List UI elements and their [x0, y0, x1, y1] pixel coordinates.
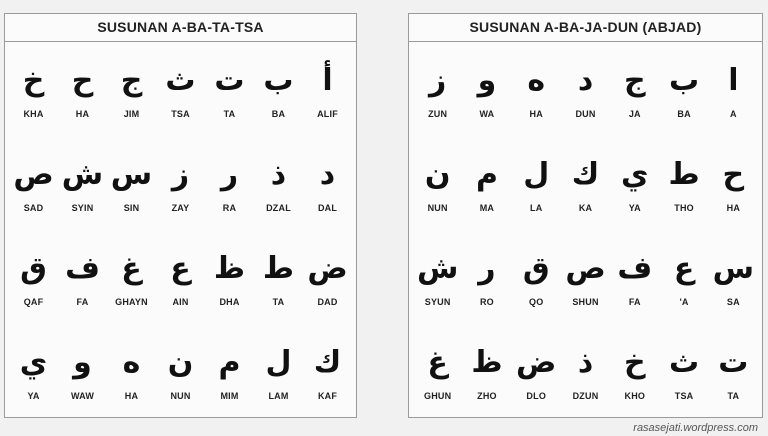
letter-cell — [9, 136, 58, 230]
letter-name: SIN — [123, 203, 140, 213]
letter-name: YA — [27, 391, 40, 401]
arabic-letter: ر — [478, 251, 496, 286]
arabic-letter: ض — [516, 345, 557, 380]
letter-name: TSA — [674, 391, 694, 401]
arabic-letter: ه — [122, 345, 141, 380]
letter-cell — [413, 230, 462, 324]
arabic-letter: ك — [571, 157, 600, 192]
letter-name: QO — [529, 297, 544, 307]
letter-cell — [512, 136, 561, 230]
arabic-letter: ج — [623, 63, 646, 98]
letter-name: ALIF — [317, 109, 338, 119]
arabic-letter: ح — [71, 63, 94, 98]
arabic-letter: ط — [668, 157, 700, 192]
arabic-letter: ن — [424, 157, 451, 192]
letter-cell — [205, 230, 254, 324]
letter-name: SA — [726, 297, 740, 307]
arabic-letter: ط — [262, 251, 295, 286]
letter-cell — [561, 42, 610, 136]
letter-name: TA — [272, 297, 285, 307]
arabic-letter: خ — [623, 345, 646, 380]
source-credit: rasasejati.wordpress.com — [633, 422, 758, 434]
arabic-letter: ث — [165, 63, 196, 98]
arabic-letter: س — [712, 251, 755, 286]
arabic-letter: ظ — [213, 251, 246, 286]
arabic-letter: ش — [61, 157, 104, 192]
letter-name: SAD — [23, 203, 44, 213]
arabic-letter: ي — [621, 157, 649, 192]
arabic-letter: و — [73, 345, 92, 380]
letter-cell — [462, 324, 511, 418]
letter-cell — [303, 230, 352, 324]
letter-cell — [205, 136, 254, 230]
letter-cell — [659, 42, 708, 136]
letter-cell — [254, 136, 303, 230]
arabic-letter: ل — [523, 157, 550, 192]
letter-name: HA — [75, 109, 90, 119]
letter-cell — [709, 324, 758, 418]
letter-cell — [610, 42, 659, 136]
arabic-letter: ا — [728, 63, 739, 98]
letter-name: MIM — [220, 391, 239, 401]
letter-name: MA — [479, 203, 495, 213]
letter-name: LAM — [268, 391, 289, 401]
letter-name: THO — [674, 203, 694, 213]
letter-cell — [9, 42, 58, 136]
arabic-letter: ر — [220, 157, 239, 192]
letter-cell — [413, 136, 462, 230]
letter-name: BA — [271, 109, 286, 119]
letter-name: NUN — [427, 203, 448, 213]
letter-name: DHA — [219, 297, 240, 307]
arabic-letter: ك — [313, 345, 342, 380]
letter-cell — [709, 42, 758, 136]
letter-cell — [58, 136, 107, 230]
arabic-letter: ت — [214, 63, 245, 98]
arabic-letter: غ — [427, 345, 448, 380]
letter-name: WA — [479, 109, 495, 119]
letter-name: DUN — [575, 109, 596, 119]
letter-cell — [156, 324, 205, 418]
letter-name: RA — [222, 203, 237, 213]
letter-name: DZUN — [572, 391, 599, 401]
letter-name: JIM — [123, 109, 140, 119]
arabic-letter: ق — [522, 251, 550, 286]
arabic-letter: ف — [65, 251, 100, 286]
letter-cell — [156, 230, 205, 324]
letter-cell — [659, 230, 708, 324]
arabic-letter: ذ — [577, 345, 594, 380]
letter-name: 'A — [679, 297, 689, 307]
arabic-letter: ل — [265, 345, 292, 380]
letter-cell — [413, 324, 462, 418]
panel-title: SUSUNAN A-BA-TA-TSA — [5, 14, 356, 42]
letter-cell — [462, 136, 511, 230]
letter-name: A — [730, 109, 737, 119]
letter-name: DAL — [317, 203, 338, 213]
arabic-letter: س — [110, 157, 153, 192]
letter-cell — [58, 42, 107, 136]
arabic-letter: ش — [416, 251, 459, 286]
arabic-letter: ع — [170, 251, 191, 286]
arabic-letter: ث — [669, 345, 700, 380]
arabic-letter: ب — [263, 63, 294, 98]
arabic-letter: د — [577, 63, 594, 98]
letter-cell — [254, 324, 303, 418]
letter-cell — [413, 42, 462, 136]
letter-cell — [709, 136, 758, 230]
letter-cell — [254, 230, 303, 324]
letter-name: GHUN — [424, 391, 452, 401]
letter-grid — [409, 42, 762, 418]
letter-name: KAF — [317, 391, 338, 401]
arabic-letter: و — [477, 63, 497, 98]
letter-name: HA — [529, 109, 543, 119]
letter-name: YA — [628, 203, 641, 213]
abjad-chart-panel — [408, 13, 763, 418]
letter-cell — [9, 324, 58, 418]
hijaiyah-chart-panel — [4, 13, 357, 418]
letter-cell — [462, 230, 511, 324]
arabic-letter: ع — [673, 251, 695, 286]
letter-cell — [610, 136, 659, 230]
arabic-letter: ض — [307, 251, 348, 286]
letter-name: QAF — [23, 297, 44, 307]
letter-cell — [156, 136, 205, 230]
letter-cell — [9, 230, 58, 324]
letter-cell — [610, 230, 659, 324]
arabic-letter: م — [475, 157, 498, 192]
arabic-letter: ذ — [270, 157, 287, 192]
arabic-letter: م — [218, 345, 241, 380]
letter-cell — [156, 42, 205, 136]
arabic-letter: ظ — [471, 345, 503, 380]
letter-name: ZUN — [428, 109, 448, 119]
letter-cell — [462, 42, 511, 136]
letter-name: LA — [530, 203, 543, 213]
letter-cell — [659, 324, 708, 418]
letter-cell — [561, 230, 610, 324]
letter-name: SHUN — [572, 297, 599, 307]
letter-cell — [659, 136, 708, 230]
letter-name: SYUN — [424, 297, 451, 307]
arabic-letter: ي — [19, 345, 48, 380]
letter-name: ZAY — [171, 203, 190, 213]
letter-name: HA — [124, 391, 139, 401]
letter-cell — [107, 42, 156, 136]
letter-name: DZAL — [266, 203, 291, 213]
letter-name: JA — [628, 109, 641, 119]
letter-name: SYIN — [71, 203, 94, 213]
letter-name: RO — [479, 297, 494, 307]
letter-cell — [512, 324, 561, 418]
arabic-letter: ف — [617, 251, 653, 286]
letter-cell — [303, 136, 352, 230]
letter-cell — [561, 136, 610, 230]
letter-cell — [512, 230, 561, 324]
arabic-letter: ج — [120, 63, 143, 98]
letter-name: TSA — [171, 109, 190, 119]
arabic-letter: أ — [322, 63, 333, 98]
letter-name: TA — [223, 109, 236, 119]
letter-cell — [205, 324, 254, 418]
letter-cell — [512, 42, 561, 136]
letter-name: HA — [726, 203, 741, 213]
letter-name: NUN — [170, 391, 191, 401]
arabic-letter: ص — [13, 157, 54, 192]
arabic-letter: ه — [527, 63, 546, 98]
letter-name: GHAYN — [115, 297, 148, 307]
arabic-letter: خ — [22, 63, 45, 98]
letter-name: KHO — [624, 391, 646, 401]
letter-name: WAW — [70, 391, 95, 401]
letter-name: KA — [578, 203, 593, 213]
letter-cell — [709, 230, 758, 324]
letter-cell — [303, 42, 352, 136]
letter-cell — [610, 324, 659, 418]
arabic-letter: ز — [171, 157, 190, 192]
letter-name: ZHO — [477, 391, 497, 401]
panel-title: SUSUNAN A-BA-JA-DUN (ABJAD) — [409, 14, 762, 42]
letter-cell — [107, 230, 156, 324]
letter-name: DLO — [526, 391, 547, 401]
letter-name: TA — [727, 391, 740, 401]
letter-cell — [205, 42, 254, 136]
arabic-letter: ز — [429, 63, 447, 98]
letter-cell — [303, 324, 352, 418]
letter-name: FA — [76, 297, 89, 307]
letter-cell — [107, 324, 156, 418]
arabic-letter: غ — [121, 251, 142, 286]
letter-cell — [58, 230, 107, 324]
arabic-letter: ص — [565, 251, 606, 286]
letter-name: BA — [677, 109, 691, 119]
letter-cell — [107, 136, 156, 230]
letter-grid — [5, 42, 356, 418]
letter-name: AIN — [172, 297, 189, 307]
arabic-letter: ن — [167, 345, 194, 380]
arabic-letter: ح — [722, 157, 745, 192]
letter-name: KHA — [23, 109, 44, 119]
letter-cell — [561, 324, 610, 418]
arabic-letter: ق — [20, 251, 47, 286]
arabic-letter: ت — [718, 345, 749, 380]
letter-name: DAD — [317, 297, 338, 307]
arabic-letter: ب — [669, 63, 700, 98]
letter-cell — [58, 324, 107, 418]
letter-cell — [254, 42, 303, 136]
arabic-letter: د — [319, 157, 336, 192]
letter-name: FA — [628, 297, 641, 307]
